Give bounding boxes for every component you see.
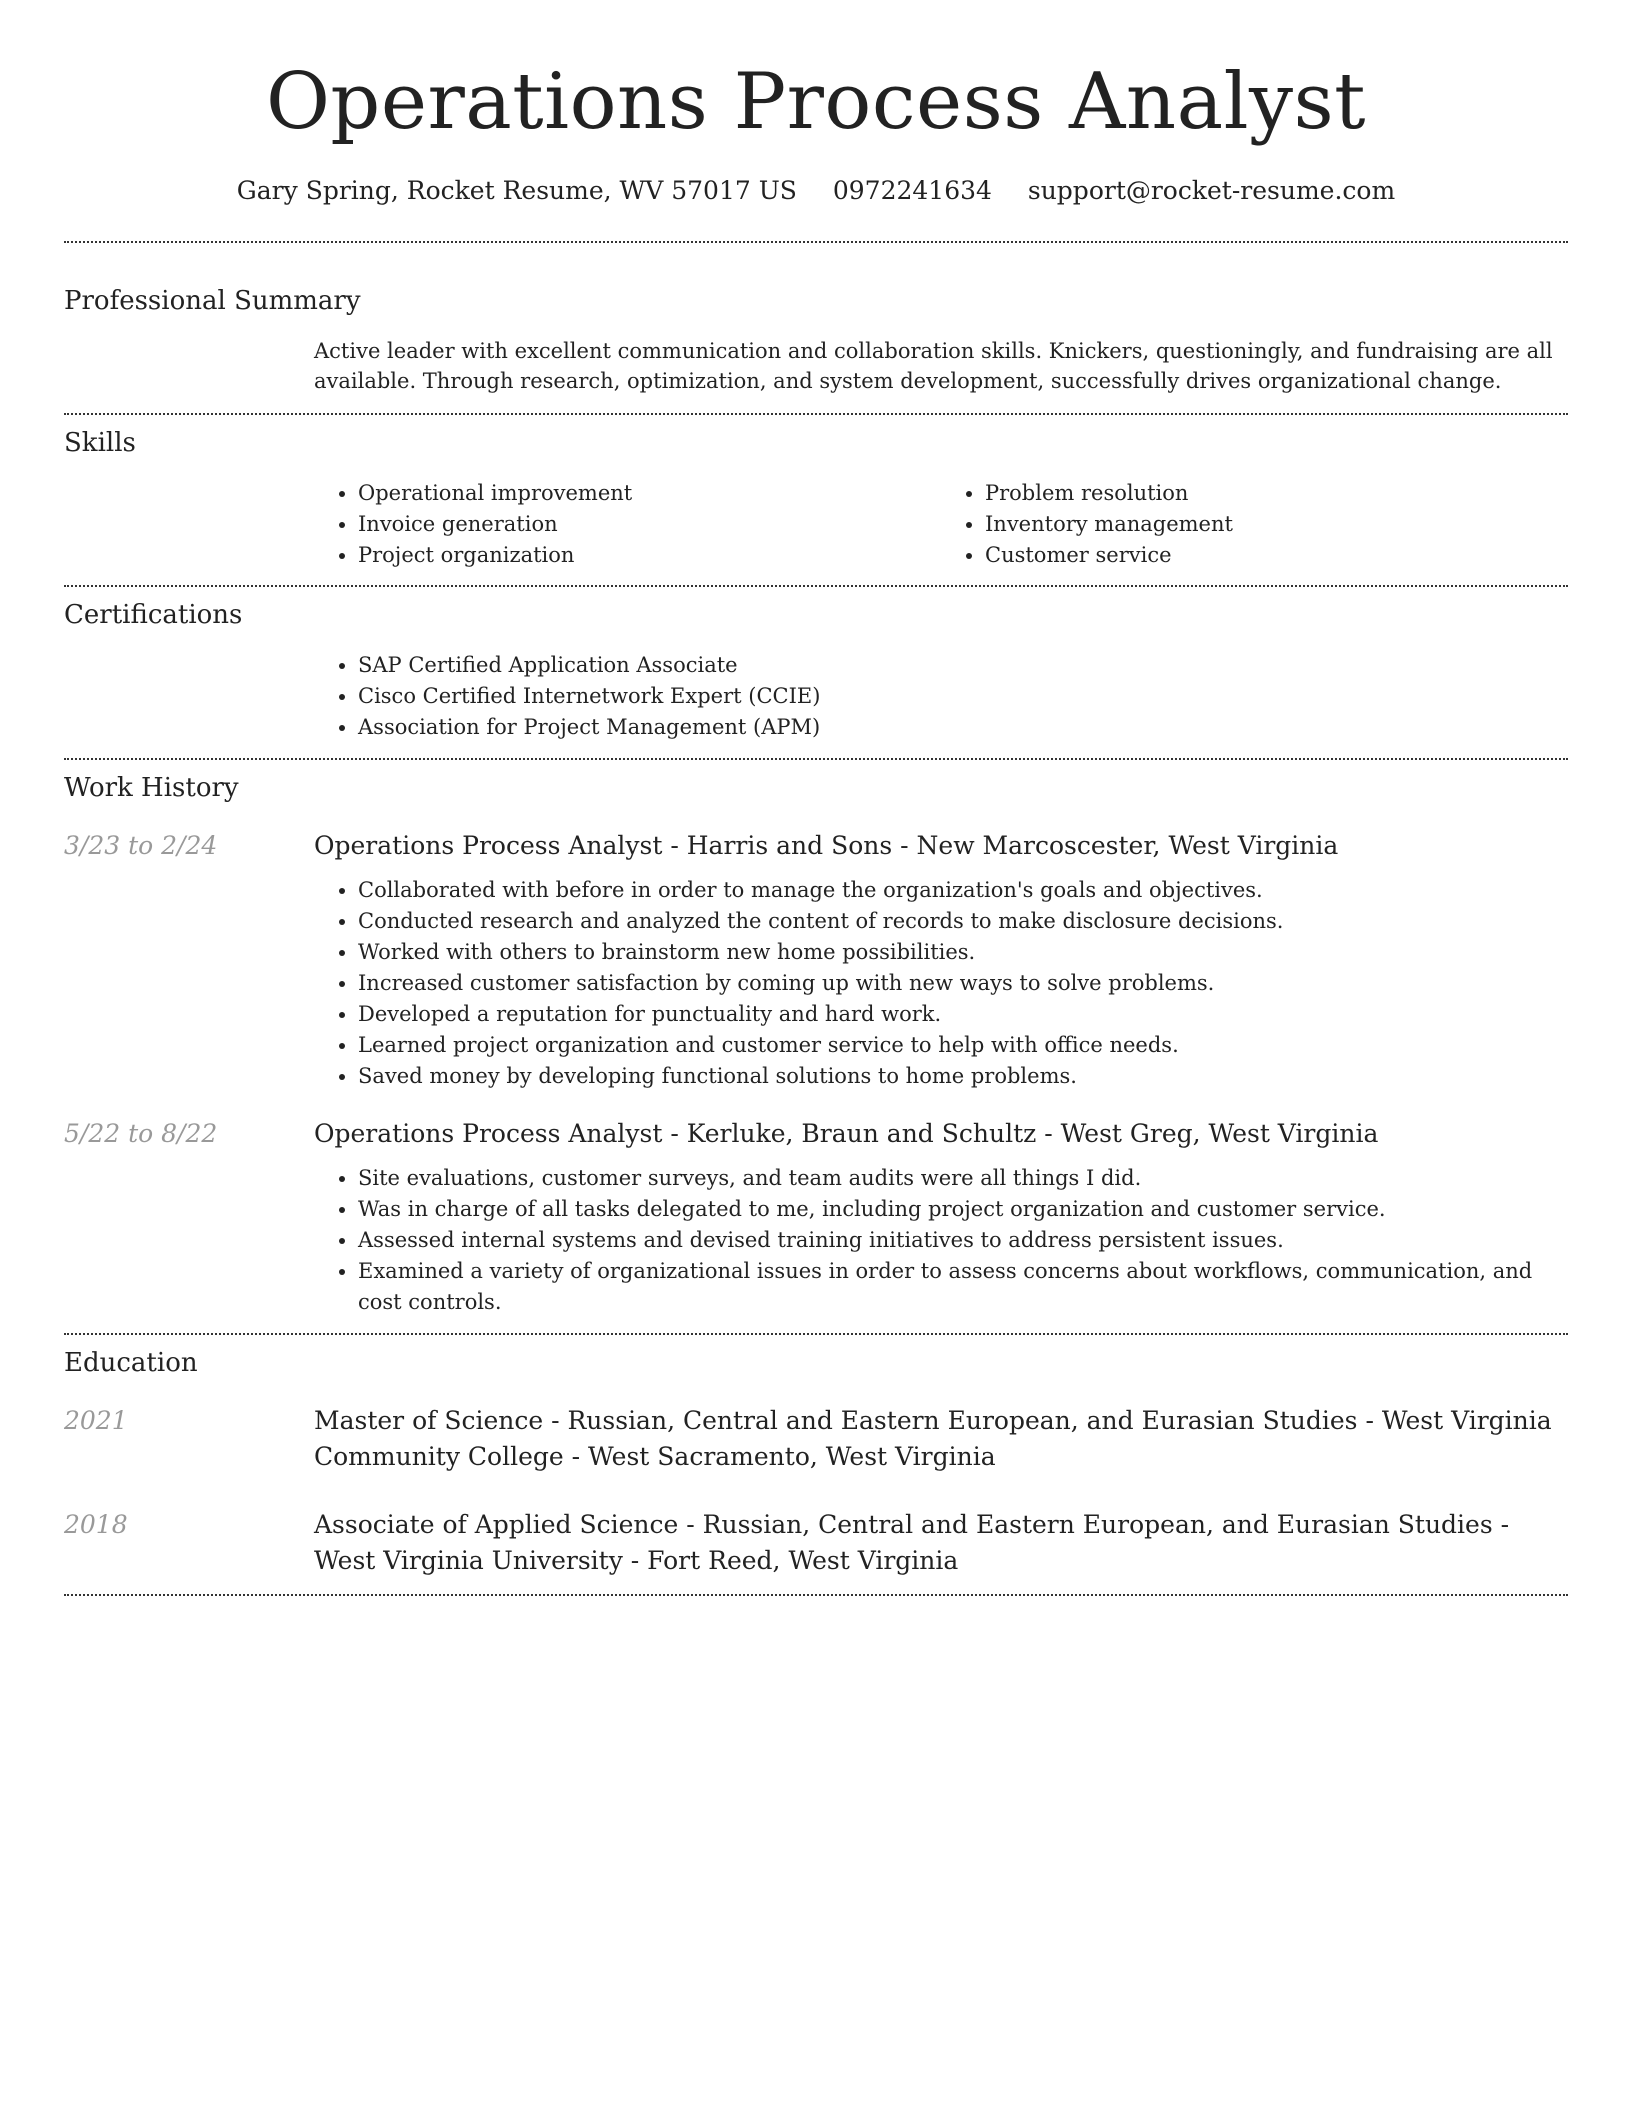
education-section [64,1335,1568,1579]
skill-item: • Project organization [358,540,941,571]
skill-item: • Invoice generation [358,509,941,540]
skills-section [64,415,1568,571]
job-heading: Operations Process Analyst - Kerluke, Braun and Schultz - West Greg, West Virginia [314,1119,1379,1148]
section-title: Work History [64,773,239,803]
skill-item: • Problem resolution [985,478,1568,509]
summary-section [64,243,1568,396]
education-heading: Master of Science - Russian, Central and Eastern European, and Eurasian Studies - West Virginia Community College - West Sacramento, West Virginia [314,1406,1552,1471]
certification-item: • SAP Certified Application Associate [358,650,1568,681]
contact-address: Gary Spring, Rocket Resume, WV 57017 US [236,176,797,205]
job-heading: Operations Process Analyst - Harris and Sons - New Marcoscester, West Virginia [314,831,1339,860]
job-entry [64,828,1568,1092]
job-bullet: • Collaborated with before in order to manage the organization's goals and objectives. [358,875,1568,906]
resume-name: Operations Process Analyst [265,57,1366,147]
education-entry [64,1507,1568,1579]
job-bullet: • Worked with others to brainstorm new home possibilities. [358,937,1568,968]
education-year: 2018 [64,1510,128,1539]
skill-item: • Operational improvement [358,478,941,509]
job-dates: 5/22 to 8/22 [64,1119,218,1148]
skill-item: • Customer service [985,540,1568,571]
skills-column-right [941,478,1568,571]
contact-phone: 0972241634 [832,176,992,205]
certifications-list [314,650,1568,743]
job-bullet: • Site evaluations, customer surveys, and team audits were all things I did. [358,1163,1568,1194]
job-bullet: • Learned project organization and customer service to help with office needs. [358,1030,1568,1061]
job-dates: 3/23 to 2/24 [64,831,218,860]
resume-page [64,0,1568,1596]
job-bullet: • Was in charge of all tasks delegated to me, including project organization and customer service. [358,1194,1568,1225]
job-bullet: • Saved money by developing functional solutions to home problems. [358,1061,1568,1092]
job-bullet: • Conducted research and analyzed the content of records to make disclosure decisions. [358,906,1568,937]
education-heading: Associate of Applied Science - Russian, Central and Eastern European, and Eurasian Studies - West Virginia University - Fort Reed, West Virginia [314,1510,1510,1575]
job-bullet: • Increased customer satisfaction by coming up with new ways to solve problems. [358,968,1568,999]
job-bullets [314,875,1568,1092]
contact-email[interactable]: support@rocket-resume.com [1027,176,1396,205]
certification-item: • Association for Project Management (APM) [358,712,1568,743]
job-bullets [314,1163,1568,1318]
section-title: Skills [64,428,136,458]
education-entry [64,1403,1568,1475]
work-history-section [64,760,1568,1318]
section-title: Education [64,1348,198,1378]
certifications-section [64,587,1568,743]
skills-list [314,478,1568,571]
job-bullet: • Assessed internal systems and devised training initiatives to address persistent issues. [358,1225,1568,1256]
divider [64,1594,1568,1596]
contact-line [64,174,1568,208]
job-bullet: • Developed a reputation for punctuality and hard work. [358,999,1568,1030]
section-title: Professional Summary [64,286,361,316]
summary-text: Active leader with excellent communication and collaboration skills. Knickers, questioningly, and fundraising are all available. Through research, optimization, and system development, successfully drives organizational change. [314,339,1553,393]
skills-column-left [314,478,941,571]
job-entry [64,1116,1568,1318]
education-year: 2021 [64,1406,128,1435]
section-title: Certifications [64,600,243,630]
job-bullet: • Examined a variety of organizational issues in order to assess concerns about workflows, communication, and cost controls. [358,1256,1568,1318]
skill-item: • Inventory management [985,509,1568,540]
certification-item: • Cisco Certified Internetwork Expert (CCIE) [358,681,1568,712]
